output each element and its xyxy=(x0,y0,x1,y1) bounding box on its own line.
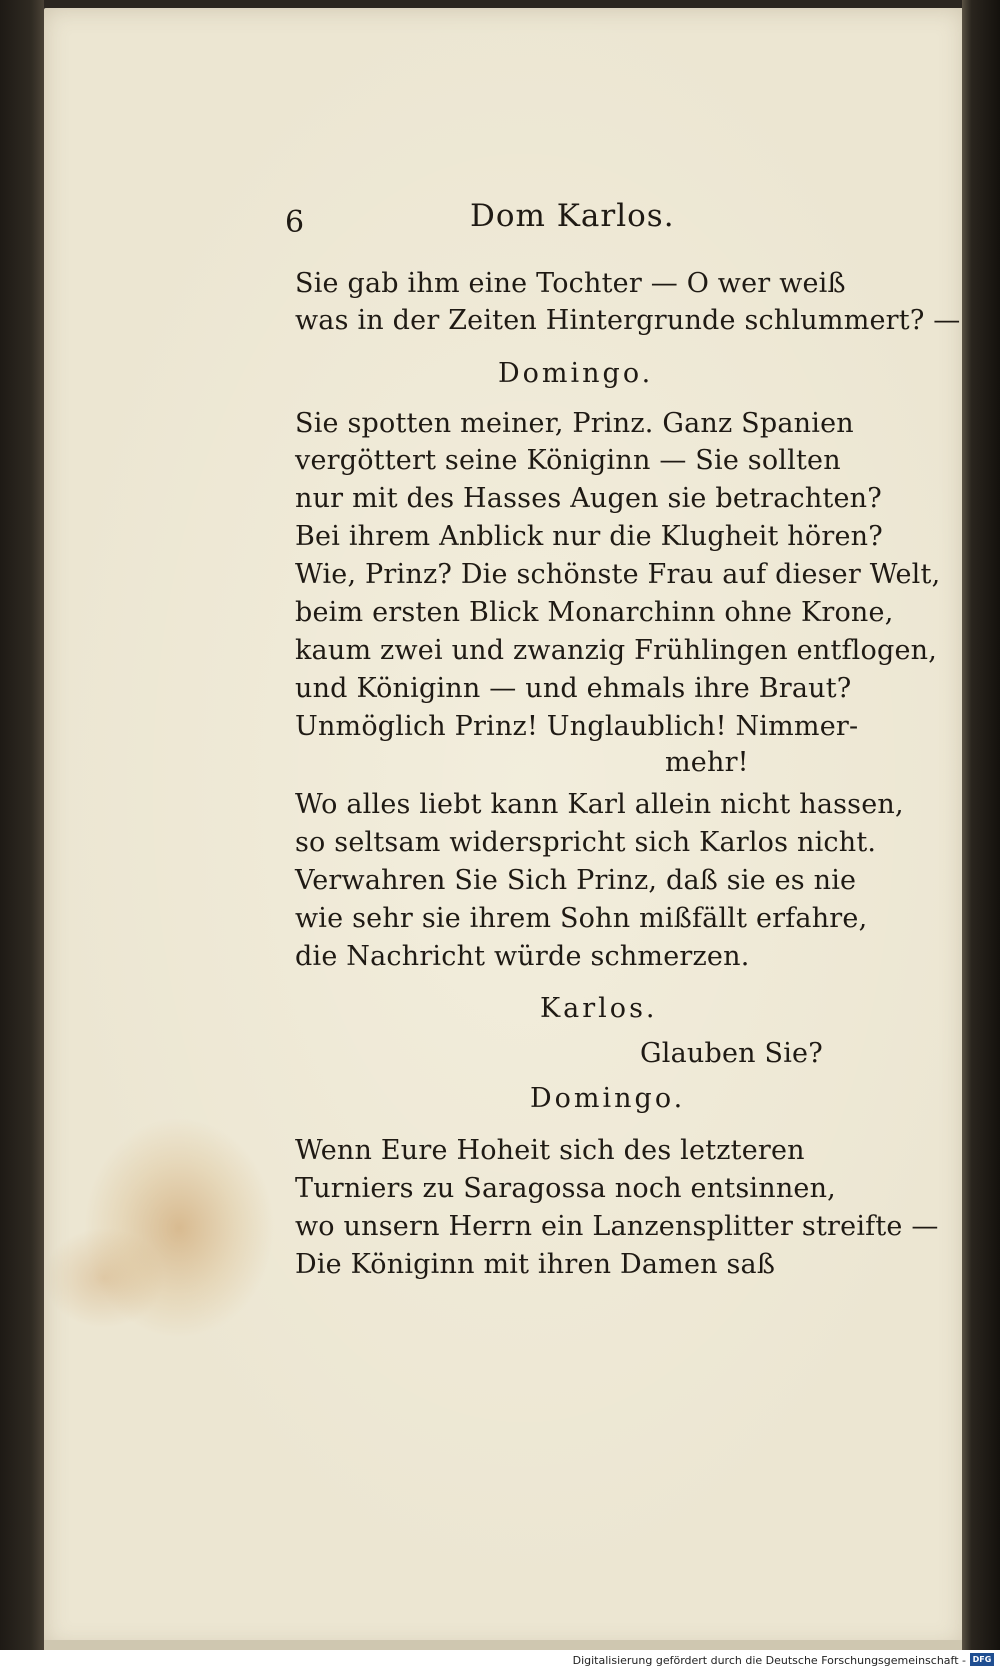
scan-background-left xyxy=(0,0,44,1670)
verse-line: wie sehr sie ihrem Sohn mißfällt erfahre, xyxy=(295,903,868,934)
speaker-name: Domingo. xyxy=(530,1083,686,1114)
verse-line: Verwahren Sie Sich Prinz, daß sie es nie xyxy=(295,865,857,896)
verse-line: Unmöglich Prinz! Unglaublich! Nimmer- xyxy=(295,711,859,742)
page-number: 6 xyxy=(285,205,305,240)
verse-line: Die Königinn mit ihren Damen saß xyxy=(295,1249,776,1280)
verse-line: mehr! xyxy=(665,747,749,778)
verse-line: kaum zwei und zwanzig Frühlingen entflogen, xyxy=(295,635,938,666)
verse-line: nur mit des Hasses Augen sie betrachten? xyxy=(295,483,882,514)
verse-line: die Nachricht würde schmerzen. xyxy=(295,941,750,972)
verse-line: und Königinn — und ehmals ihre Braut? xyxy=(295,673,852,704)
verse-line: vergöttert seine Königinn — Sie sollten xyxy=(295,445,841,476)
speaker-name: Karlos. xyxy=(540,993,658,1024)
verse-line: Sie gab ihm eine Tochter — O wer weiß xyxy=(295,268,846,299)
running-title: Dom Karlos. xyxy=(470,198,675,234)
verse-line: Turniers zu Saragossa noch entsinnen, xyxy=(295,1173,836,1204)
verse-line: Wo alles liebt kann Karl allein nicht hassen, xyxy=(295,789,904,820)
verse-line: Sie spotten meiner, Prinz. Ganz Spanien xyxy=(295,408,854,439)
verse-line: so seltsam widerspricht sich Karlos nicht. xyxy=(295,827,877,858)
speaker-name: Domingo. xyxy=(498,358,654,389)
verse-line: Glauben Sie? xyxy=(640,1038,823,1069)
book-spine xyxy=(962,0,1000,1650)
verse-line: beim ersten Blick Monarchinn ohne Krone, xyxy=(295,597,894,628)
digitization-credit: Digitalisierung gefördert durch die Deutsche Forschungsgemeinschaft - xyxy=(572,1654,966,1667)
dfg-logo: DFG xyxy=(970,1653,994,1666)
page-bottom-edge xyxy=(44,1640,964,1650)
verse-line: was in der Zeiten Hintergrunde schlummert? — xyxy=(295,305,961,336)
verse-line: wo unsern Herrn ein Lanzensplitter streifte — xyxy=(295,1211,939,1242)
verse-line: Bei ihrem Anblick nur die Klugheit hören? xyxy=(295,521,883,552)
verse-line: Wenn Eure Hoheit sich des letzteren xyxy=(295,1135,805,1166)
verse-line: Wie, Prinz? Die schönste Frau auf dieser Welt, xyxy=(295,559,941,590)
